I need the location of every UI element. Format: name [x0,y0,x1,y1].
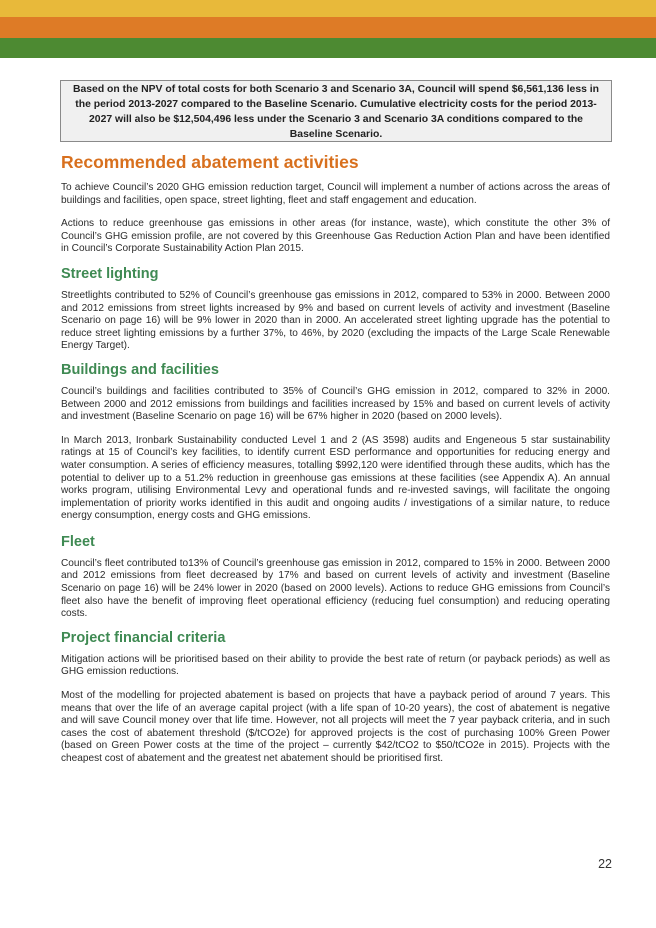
page-title: Recommended abatement activities [61,152,359,172]
buildings-paragraph-2: In March 2013, Ironbark Sustainability conducted Level 1 and 2 (AS 3598) audits and Engeneous 5 star sustainability ratings at 15 of Council’s key facilities, to identify current ESD performance and opportunities for reducing energy and water consumption. A series of efficiency measures, totalling $992,120 were identified through these audits, which has the potential to deliver up to a 51.2% reduction in greenhouse gas emissions at these facilities (see Appendix A). An annual works program, utilising Environmental Levy and operational funds and re-invested savings, will facilitate the ongoing implementation of priority works identified in this audit and ongoing audits / investigations of a similar nature, to reduce energy consumption, energy costs and GHG emissions. [61,434,610,522]
financial-paragraph-2: Most of the modelling for projected abatement is based on projects that have a payback period of around 7 years. This means that over the life of an average capital project (with a life span of 10-20 years), the cost of abatement is negative and will save Council money over that life time. However, not all projects will meet the 7 year payback criteria, and in such cases the cost of abatement threshold ($/tCO2e) for approved projects is the cost of purchasing 100% Green Power (based on Green Power costs at the time of the project – currently $42/tCO2 to $50/tCO2e in 2015). Projects with the cheapest cost of abatement and the greatest net abatement should be prioritised first. [61,690,610,764]
fleet-paragraph: Council’s fleet contributed to13% of Council’s greenhouse gas emission in 2012, compared to 15% in 2000. Between 2000 and 2012 emissions from fleet decreased by 17% and based on current levels of activity and investment (Baseline Scenario on page 16) will be 24% lower in 2020 (based on 2000 levels). Actions to reduce GHG emissions from Council’s fleet also have the benefit of improving fleet operational efficiency (reducing fuel consumption) and reducing operating costs. [61,557,610,620]
header-band-yellow [0,0,656,17]
header-band-green [0,38,656,58]
section-heading-buildings: Buildings and facilities [61,361,219,378]
street-lighting-paragraph: Streetlights contributed to 52% of Council’s greenhouse gas emissions in 2012, compared to 53% in 2000. Between 2000 and 2012 emissions from street lights increased by 9% and based on current levels of activity and investment (Baseline Scenario on page 16) will be 9% lower in 2020 than in 2000. An accelerated street lighting upgrade has the potential to reduce street lighting emissions by a further 37%, to 46%, by 2020 (excluding the impacts of the Large Scale Renewable Energy Target). [61,289,610,352]
financial-paragraph-1: Mitigation actions will be prioritised based on their ability to provide the best rate of return (or payback periods) as well as GHG emission reductions. [61,653,610,678]
page-content [61,150,610,766]
summary-callout-box: Based on the NPV of total costs for both Scenario 3 and Scenario 3A, Council will spend $6,561,136 less in the period 2013-2027 compared to the Baseline Scenario. Cumulative electricity costs for the period 2013-2027 will also be $12,504,496 less under the Scenario 3 and Scenario 3A conditions compared to the Baseline Scenario. [60,80,612,142]
page-number: 22 [598,857,612,871]
intro-paragraph-2: Actions to reduce greenhouse gas emissions in other areas (for instance, waste), which constitute the other 3% of Council’s GHG emission profile, are not covered by this Greenhouse Gas Reduction Action Plan and have been identified in Council’s Corporate Sustainability Action Plan 2015. [61,218,610,255]
section-heading-project-financial: Project financial criteria [61,629,226,646]
section-heading-street-lighting: Street lighting [61,265,159,282]
buildings-paragraph-1: Council’s buildings and facilities contributed to 35% of Council’s GHG emission in 2012, compared to 32% in 2000. Between 2000 and 2012 emissions from buildings and facilities increased by 15% and based on current levels of activity and investment (Baseline Scenario on page 16) will be 67% higher in 2020 (based on 2000 levels). [61,385,610,423]
intro-paragraph-1: To achieve Council’s 2020 GHG emission reduction target, Council will implement a number of actions across the areas of buildings and facilities, open space, street lighting, fleet and staff engagement and education. [61,182,610,206]
section-heading-fleet: Fleet [61,533,95,550]
header-band-orange [0,17,656,38]
